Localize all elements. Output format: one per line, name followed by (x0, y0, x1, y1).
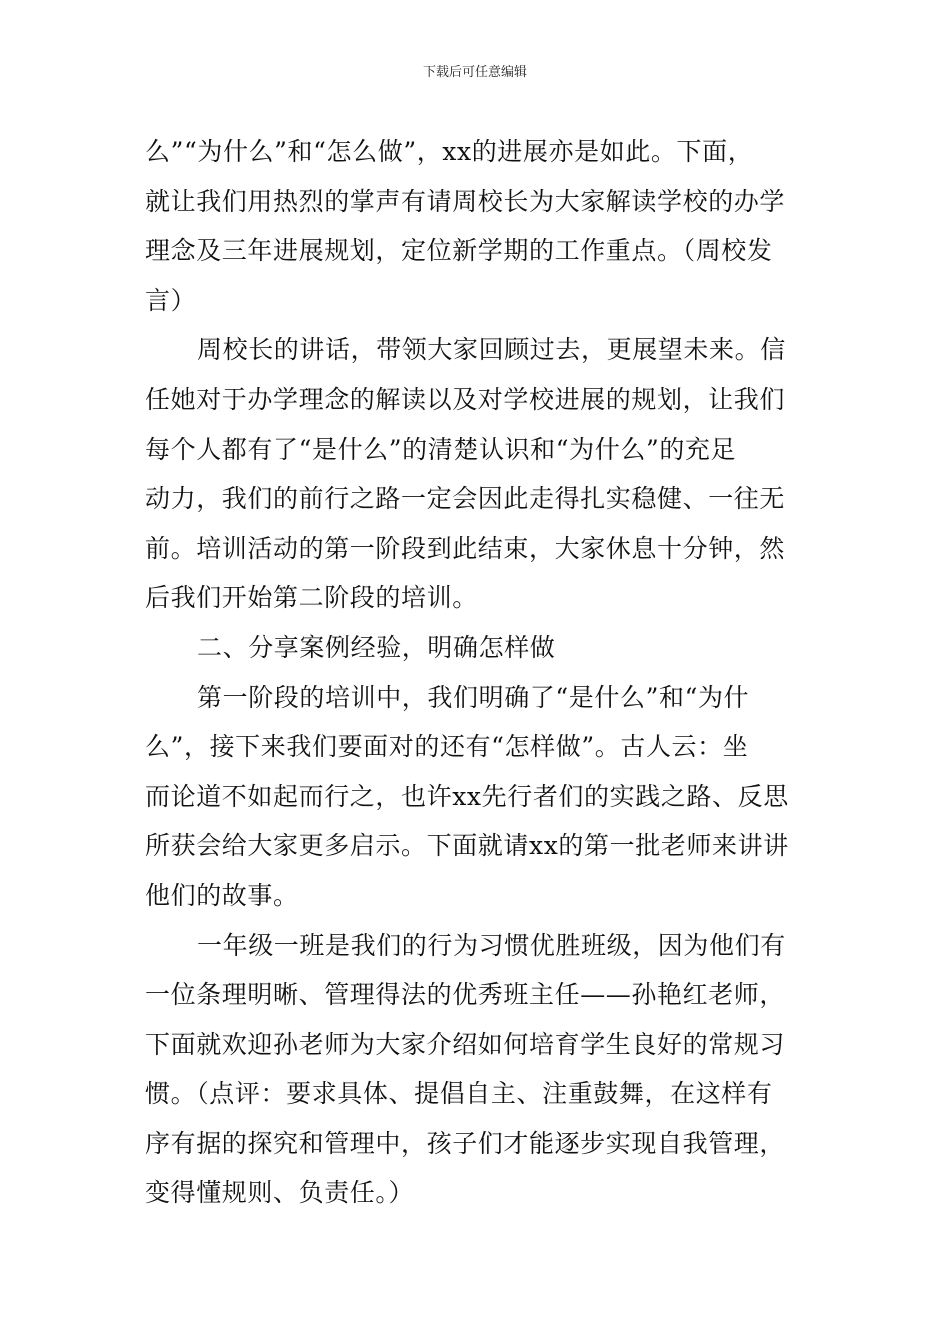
text-line: 他们的故事。 (145, 880, 299, 910)
page-header: 下载后可任意编辑 (422, 65, 527, 80)
text-line: 理念及三年进展规划，定位新学期的工作重点。（周校发 (145, 236, 773, 266)
paragraph-first-line: 一年级一班是我们的行为习惯优胜班级，因为他们有 (197, 930, 786, 960)
text-line: 任她对于办学理念的解读以及对学校进展的规划，让我们 (145, 384, 786, 414)
text-line: 么”，接下来我们要面对的还有“怎样做”。古人云：坐 (145, 732, 749, 762)
text-line: 变得懂规则、负责任。） (145, 1178, 415, 1208)
text-line: 前。培训活动的第一阶段到此结束，大家休息十分钟，然 (145, 533, 786, 563)
section-heading: 二、分享案例经验，明确怎样做 (197, 632, 556, 662)
text-line: 所获会给大家更多启示。下面就请xx的第一批老师来讲讲 (145, 831, 789, 861)
text-line: 后我们开始第二阶段的培训。 (145, 583, 478, 613)
text-line: 每个人都有了“是什么”的清楚认识和“为什么”的充足 (145, 434, 737, 464)
text-line: 一位条理明晰、管理得法的优秀班主任——孙艳红老师， (145, 980, 786, 1010)
text-line: 么”“为什么”和“怎么做”，xx的进展亦是如此。下面， (145, 137, 754, 166)
text-line: 动力，我们的前行之路一定会因此走得扎实稳健、一往无 (145, 484, 786, 514)
document-body (145, 127, 825, 1218)
paragraph-first-line: 周校长的讲话，带领大家回顾过去，更展望未来。信 (197, 335, 786, 365)
text-line: 序有据的探究和管理中，孩子们才能逐步实现自我管理， (145, 1128, 786, 1158)
text-line: 而论道不如起而行之，也许xx先行者们的实践之路、反思 (145, 781, 789, 811)
text-line: 就让我们用热烈的掌声有请周校长为大家解读学校的办学 (145, 186, 786, 216)
text-line: 下面就欢迎孙老师为大家介绍如何培育学生良好的常规习 (145, 1029, 786, 1059)
text-line: 惯。（点评：要求具体、提倡自主、注重鼓舞，在这样有 (145, 1079, 773, 1109)
text-line: 言） (145, 285, 197, 315)
paragraph-first-line: 第一阶段的培训中，我们明确了“是什么”和“为什 (197, 682, 750, 712)
